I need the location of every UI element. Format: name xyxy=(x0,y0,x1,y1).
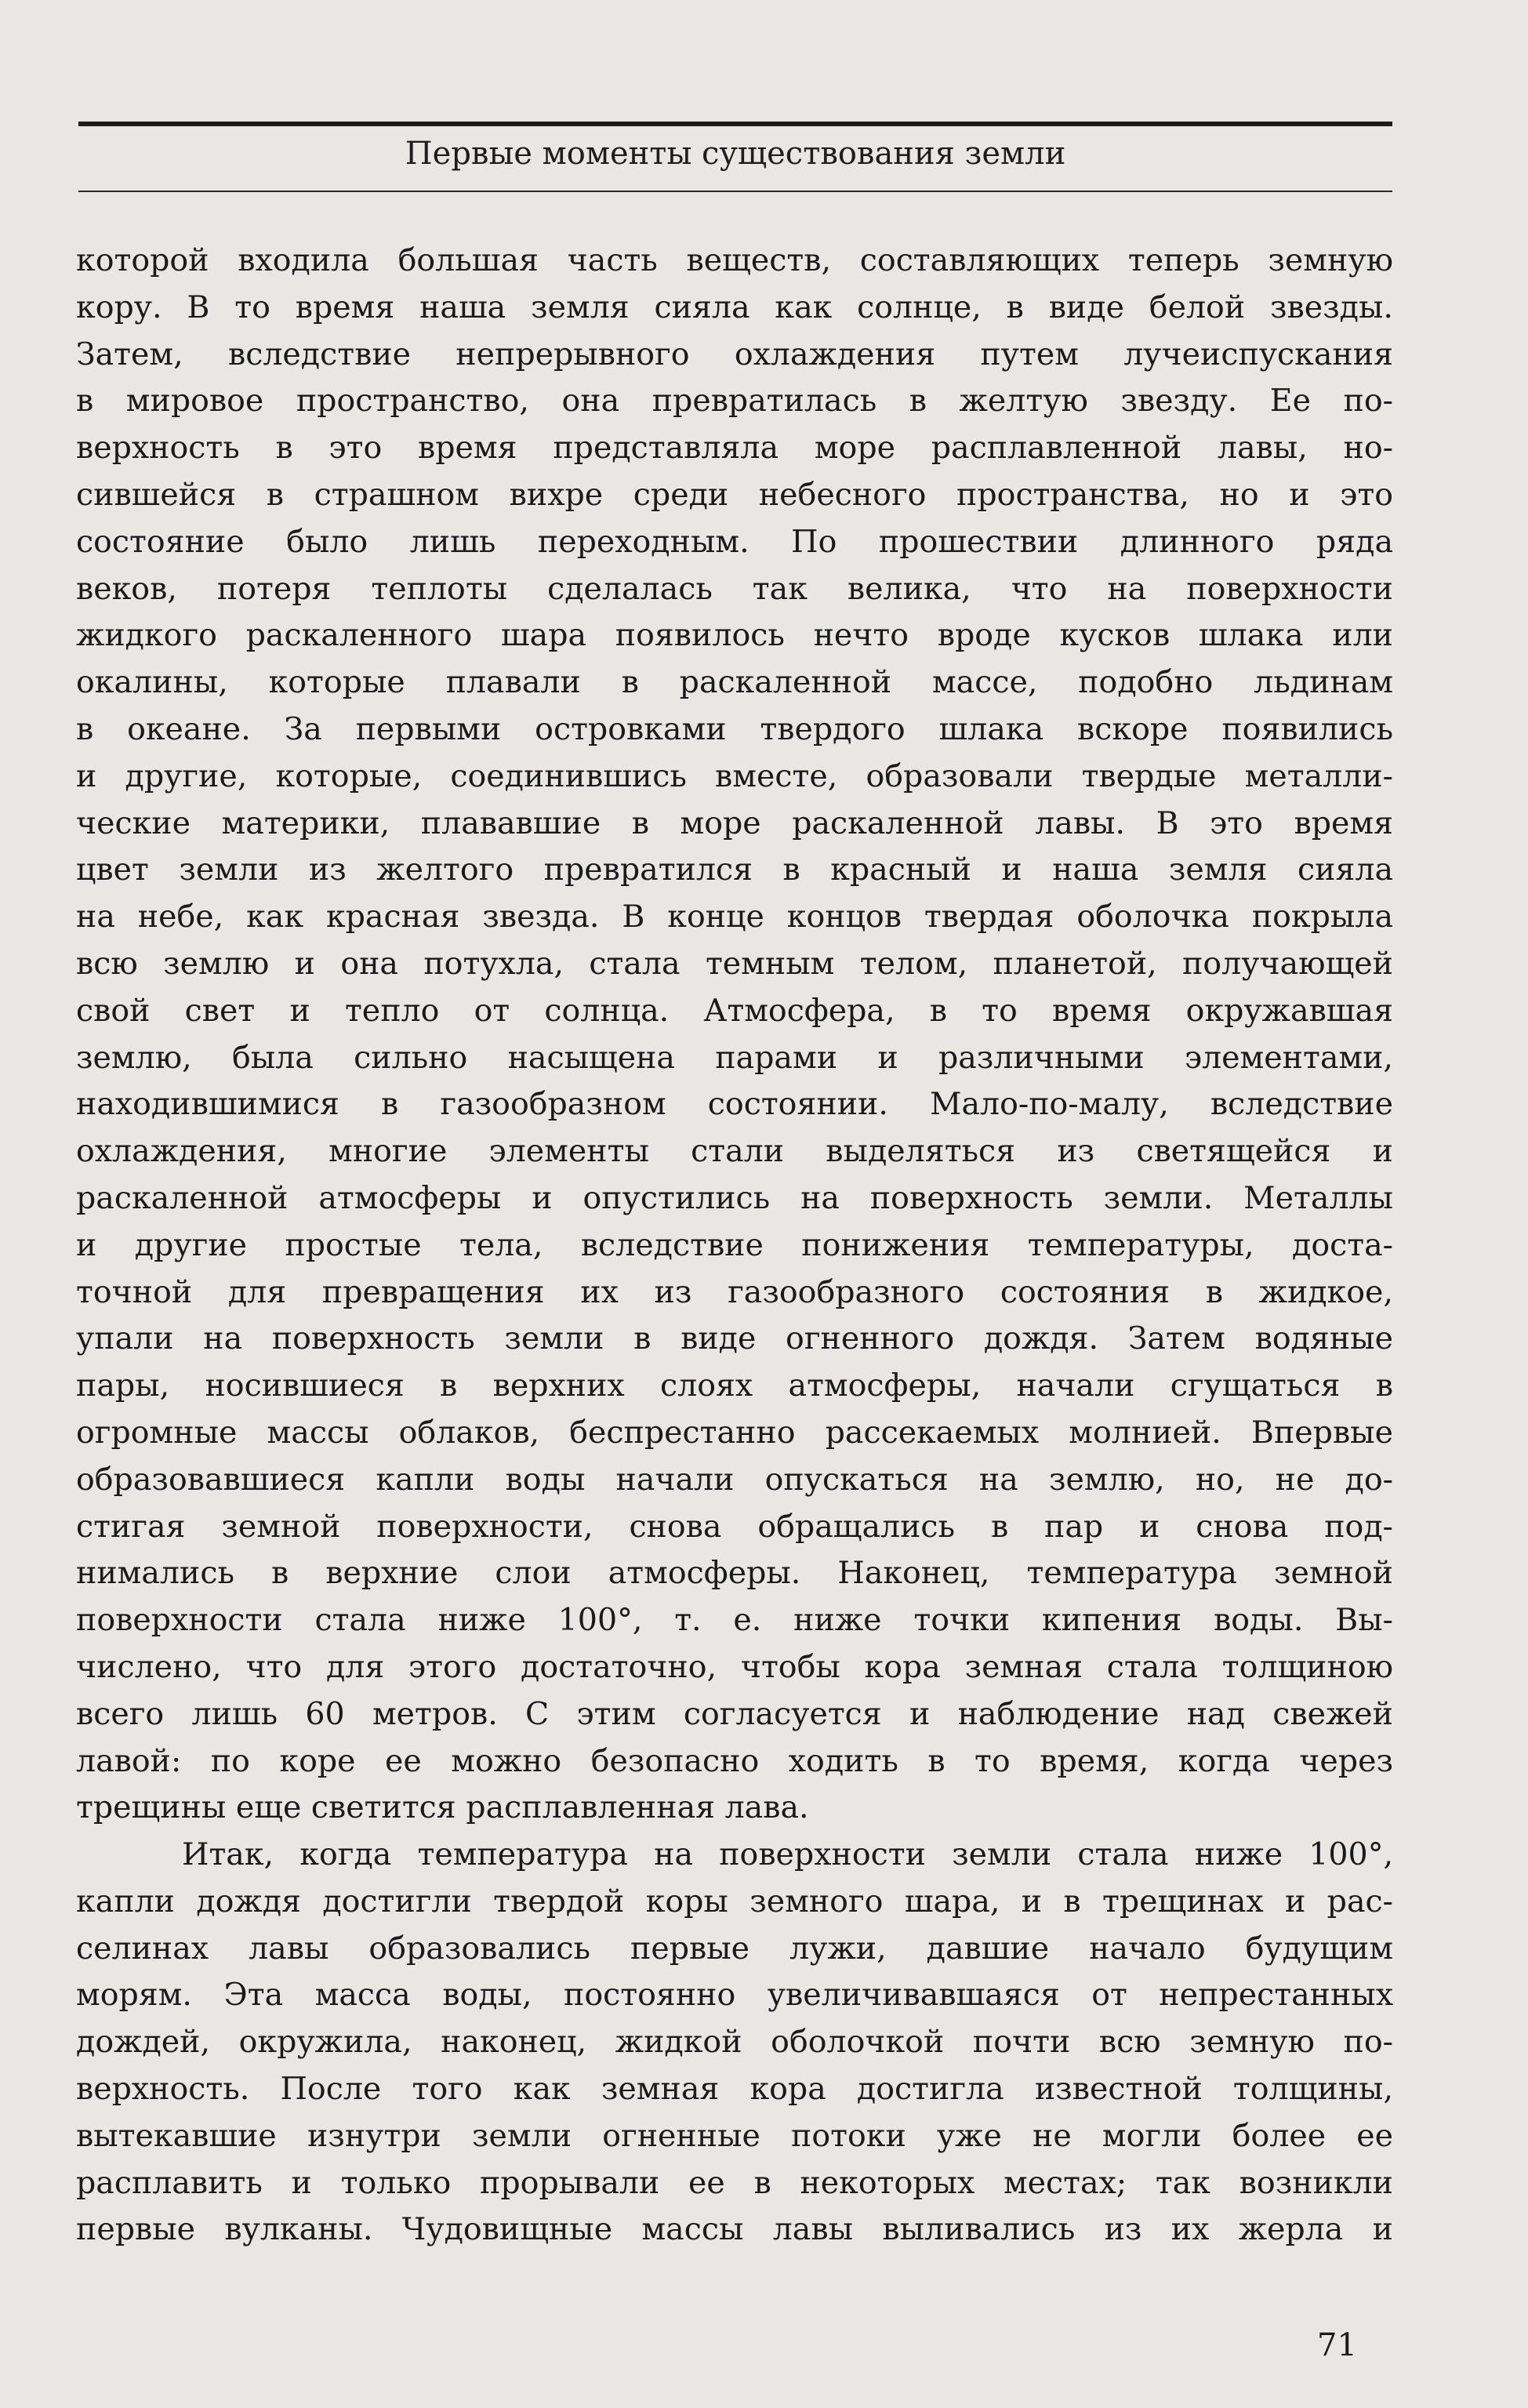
text-line: охлаждения, многие элементы стали выделяться из светящейся и xyxy=(76,1133,1393,1170)
text-line: селинах лавы образовались первые лужи, давшие начало будущим xyxy=(76,1930,1393,1967)
text-line: расплавить и только прорывали ее в некоторых местах; так возникли xyxy=(76,2164,1393,2201)
text-line: всю землю и она потухла, стала темным телом, планетой, получающей xyxy=(76,945,1393,982)
text-line: сившейся в страшном вихре среди небесного пространства, но и это xyxy=(76,476,1393,513)
text-line: в океане. За первыми островками твердого шлака вскоре появились xyxy=(76,710,1393,747)
text-line: и другие простые тела, вследствие понижения температуры, доста- xyxy=(76,1226,1393,1263)
text-line: Затем, вследствие непрерывного охлаждения путем лучеиспускания xyxy=(76,336,1393,372)
text-line: всего лишь 60 метров. С этим согласуется и наблюдение над свежей xyxy=(76,1695,1393,1732)
text-line: ческие материки, плававшие в море раскаленной лавы. В это время xyxy=(76,804,1393,841)
text-line: упали на поверхность земли в виде огненного дождя. Затем водяные xyxy=(76,1320,1393,1357)
text-line: которой входила большая часть веществ, составляющих теперь земную xyxy=(76,242,1393,278)
body-text xyxy=(76,238,1393,2254)
text-line: жидкого раскаленного шара появилось нечто вроде кусков шлака или xyxy=(76,617,1393,654)
text-line: и другие, которые, соединившись вместе, образовали твердые металли- xyxy=(76,757,1393,794)
text-line: Итак, когда температура на поверхности земли стала ниже 100°, xyxy=(182,1836,1393,1873)
text-line: свой свет и тепло от солнца. Атмосфера, в то время окружавшая xyxy=(76,992,1393,1029)
text-line: точной для превращения их из газообразного состояния в жидкое, xyxy=(76,1273,1393,1310)
paragraph-2 xyxy=(76,1832,1393,2254)
text-line: огромные массы облаков, беспрестанно рассекаемых молнией. Впервые xyxy=(76,1414,1393,1451)
text-line: веков, потеря теплоты сделалась так велика, что на поверхности xyxy=(76,570,1393,607)
paragraph-1 xyxy=(76,238,1393,1832)
text-line: морям. Эта масса воды, постоянно увеличивавшаяся от непрестанных xyxy=(76,1977,1393,2014)
text-line: находившимися в газообразном состоянии. Мало-по-малу, вследствие xyxy=(76,1086,1393,1123)
text-line: пары, носившиеся в верхних слоях атмосферы, начали сгущаться в xyxy=(76,1367,1393,1404)
text-line: числено, что для этого достаточно, чтобы кора земная стала толщиною xyxy=(76,1648,1393,1685)
text-line: раскаленной атмосферы и опустились на поверхность земли. Металлы xyxy=(76,1179,1393,1216)
text-line: верхность. После того как земная кора достигла известной толщины, xyxy=(76,2071,1393,2108)
text-line: состояние было лишь переходным. По прошествии длинного ряда xyxy=(76,523,1393,560)
text-line: окалины, которые плавали в раскаленной массе, подобно льдинам xyxy=(76,664,1393,701)
running-head: Первые моменты существования земли xyxy=(405,136,1066,172)
text-line: образовавшиеся капли воды начали опускаться на землю, но, не до- xyxy=(76,1461,1393,1498)
text-line: лавой: по коре ее можно безопасно ходить в то время, когда через xyxy=(76,1742,1393,1779)
text-line: верхность в это время представляла море расплавленной лавы, но- xyxy=(76,430,1393,467)
text-line: цвет земли из желтого превратился в красный и наша земля сияла xyxy=(76,852,1393,888)
text-line: капли дождя достигли твердой коры земного шара, и в трещинах и рас- xyxy=(76,1883,1393,1919)
page-number: 71 xyxy=(1317,2327,1357,2363)
text-line: первые вулканы. Чудовищные массы лавы выливались из их жерла и xyxy=(76,2211,1393,2248)
text-line: землю, была сильно насыщена парами и различными элементами, xyxy=(76,1039,1393,1076)
text-line: нимались в верхние слои атмосферы. Наконец, температура земной xyxy=(76,1555,1393,1592)
text-line: вытекавшие изнутри земли огненные потоки уже не могли более ее xyxy=(76,2117,1393,2154)
text-line: в мировое пространство, она превратилась в желтую звезду. Ее по- xyxy=(76,383,1393,419)
header-rule-bottom xyxy=(78,191,1392,192)
text-line: трещины еще светится расплавленная лава. xyxy=(76,1789,809,1826)
header-rule-top xyxy=(78,122,1392,126)
text-line: стигая земной поверхности, снова обращались в пар и снова под- xyxy=(76,1508,1393,1545)
text-line: кору. В то время наша земля сияла как солнце, в виде белой звезды. xyxy=(76,289,1393,325)
text-line: поверхности стала ниже 100°, т. е. ниже точки кипения воды. Вы- xyxy=(76,1602,1393,1639)
text-line: на небе, как красная звезда. В конце концов твердая оболочка покрыла xyxy=(76,899,1393,935)
text-line: дождей, окружила, наконец, жидкой оболочкой почти всю земную по- xyxy=(76,2024,1393,2061)
